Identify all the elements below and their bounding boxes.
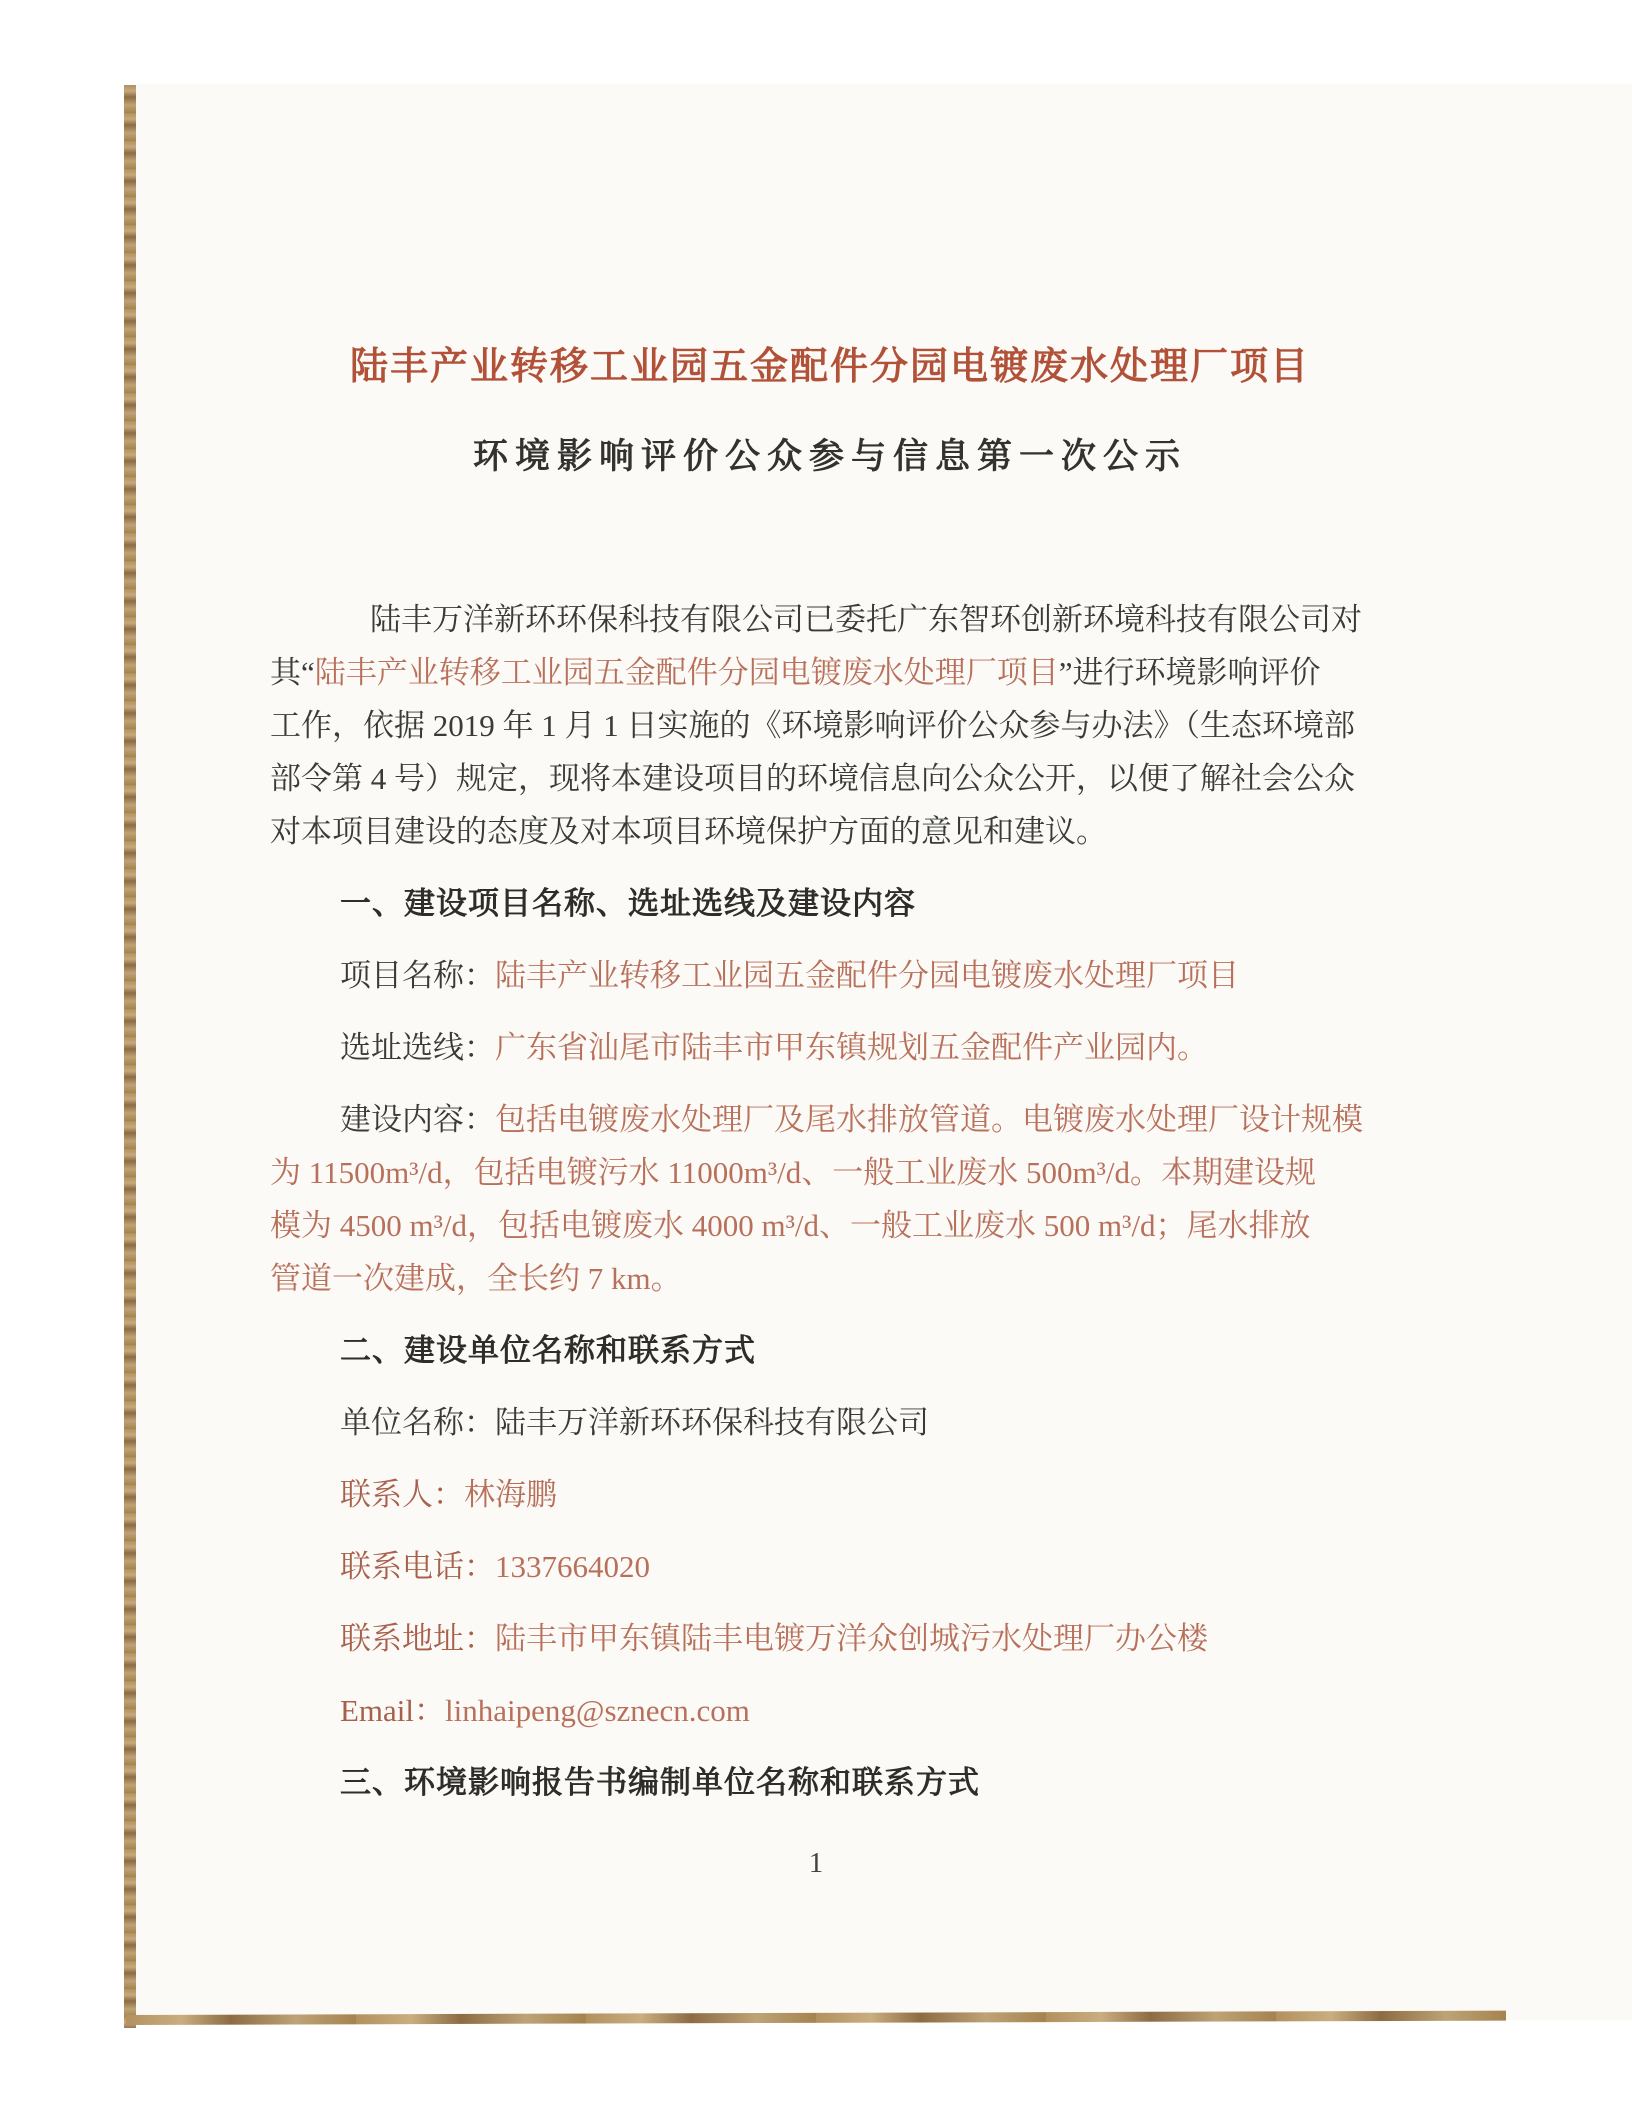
text-segment: linhaipeng@sznecn.com — [445, 1693, 750, 1728]
text-line — [270, 752, 1390, 805]
text-block-heading — [270, 1756, 1390, 1809]
text-block-para — [270, 1093, 1390, 1305]
text-block-item — [270, 1468, 1390, 1521]
text-segment: 工作，依据 2019 年 1 月 1 日实施的《环境影响评价公众参与办法》（生态环境部 — [270, 708, 1355, 743]
text-block-para — [270, 593, 1390, 858]
text-segment: 一、建设项目名称、选址选线及建设内容 — [340, 886, 916, 921]
text-segment: 联系人： — [340, 1477, 464, 1512]
text-line — [270, 1396, 1390, 1449]
text-segment: 林海鹏 — [464, 1477, 557, 1512]
page-edge-left — [124, 85, 136, 2028]
document-title: 陆丰产业转移工业园五金配件分园电镀废水处理厂项目 — [349, 346, 1310, 388]
text-block-item — [270, 1540, 1390, 1593]
document-body — [270, 593, 1390, 1809]
text-segment: 二、建设单位名称和联系方式 — [340, 1333, 756, 1368]
text-segment: 管道一次建成，全长约 7 km。 — [270, 1261, 682, 1296]
text-segment: 包括电镀废水处理厂及尾水排放管道。电镀废水处理厂设计规模 — [495, 1102, 1363, 1137]
text-segment: 对本项目建设的态度及对本项目环境保护方面的意见和建议。 — [270, 814, 1107, 849]
text-segment: Email： — [340, 1693, 446, 1728]
text-line — [270, 1756, 1390, 1809]
text-segment: 陆丰产业转移工业园五金配件分园电镀废水处理厂项目 — [314, 655, 1059, 690]
text-segment: 联系电话： — [340, 1549, 495, 1584]
text-line — [270, 593, 1390, 646]
text-block-item — [270, 949, 1390, 1002]
text-block-heading — [270, 1324, 1390, 1377]
text-segment: 选址选线： — [340, 1030, 495, 1065]
text-line — [270, 1199, 1390, 1252]
text-segment: 建设内容： — [340, 1102, 495, 1137]
text-line — [270, 1612, 1390, 1665]
text-segment: 其“ — [270, 655, 315, 690]
text-segment: 陆丰产业转移工业园五金配件分园电镀废水处理厂项目 — [495, 958, 1239, 993]
text-block-item — [270, 1021, 1390, 1074]
text-line — [270, 949, 1390, 1002]
text-block-item — [270, 1684, 1390, 1737]
text-line — [270, 1684, 1390, 1737]
text-segment: 广东省汕尾市陆丰市甲东镇规划五金配件产业园内。 — [495, 1030, 1208, 1065]
text-segment: 三、环境影响报告书编制单位名称和联系方式 — [340, 1765, 980, 1800]
text-line — [270, 646, 1390, 699]
text-line — [270, 1468, 1390, 1521]
page-number: 1 — [808, 1847, 824, 1879]
text-line — [270, 1540, 1390, 1593]
text-block-heading — [270, 877, 1390, 930]
text-line — [270, 699, 1390, 752]
text-block-item — [270, 1396, 1390, 1449]
text-line — [270, 877, 1390, 930]
document-content — [270, 339, 1390, 1809]
text-segment: 联系地址： — [340, 1621, 495, 1656]
text-segment: 陆丰市甲东镇陆丰电镀万洋众创城污水处理厂办公楼 — [495, 1621, 1208, 1656]
text-block-item — [270, 1612, 1390, 1665]
text-line — [270, 1252, 1390, 1305]
text-segment: 为 11500m³/d，包括电镀污水 11000m³/d、一般工业废水 500m³/d。本期建设规 — [270, 1155, 1317, 1190]
text-segment: 模为 4500 m³/d，包括电镀废水 4000 m³/d、一般工业废水 500 m³/d；尾水排放 — [270, 1208, 1311, 1243]
document-subtitle: 环境影响评价公众参与信息第一次公示 — [472, 437, 1187, 476]
text-segment: ”进行环境影响评价 — [1058, 655, 1321, 690]
text-segment: 单位名称：陆丰万洋新环环保科技有限公司 — [340, 1405, 929, 1440]
text-segment: 项目名称： — [340, 958, 495, 993]
text-line — [270, 1021, 1390, 1074]
text-line — [270, 805, 1390, 858]
text-line — [270, 1093, 1390, 1146]
text-segment: 陆丰万洋新环环保科技有限公司已委托广东智环创新环境科技有限公司对 — [370, 602, 1362, 637]
text-line — [270, 1146, 1390, 1199]
text-line — [270, 1324, 1390, 1377]
text-segment: 1337664020 — [495, 1549, 650, 1584]
text-segment: 部令第 4 号）规定，现将本建设项目的环境信息向公众公开，以便了解社会公众 — [270, 761, 1355, 796]
